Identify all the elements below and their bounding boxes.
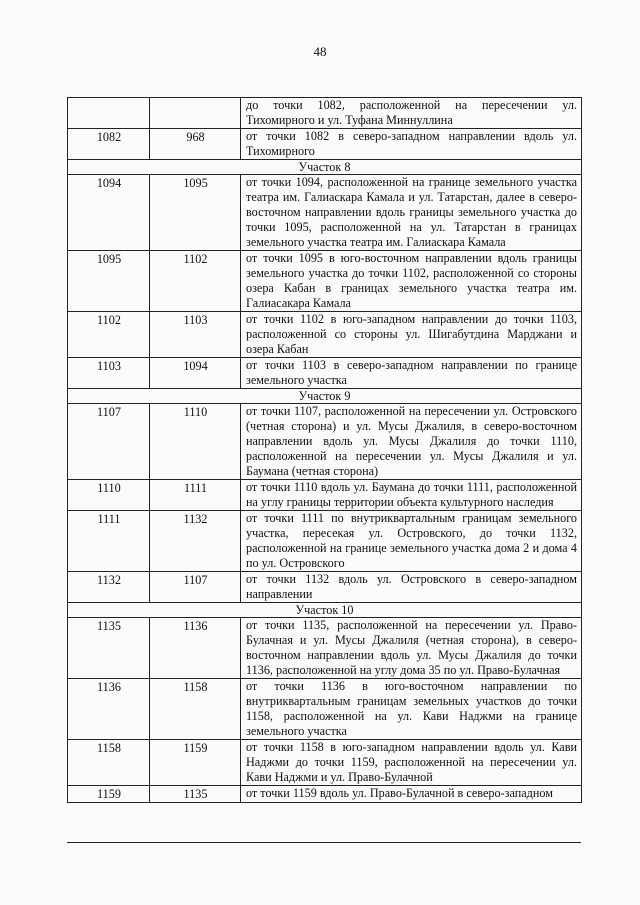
- from-point-cell: 1136: [68, 679, 150, 740]
- from-point-cell: 1110: [68, 480, 150, 511]
- description-cell: от точки 1136 в юго-восточном направлении по внутриквартальным границам земельных участков до точки 1158, расположенной на ул. Кави Наджми на границе земельного участка: [241, 679, 582, 740]
- to-point-cell: 1132: [150, 511, 241, 572]
- description-cell: от точки 1158 в юго-западном направлении вдоль ул. Кави Наджми до точки 1159, расположенной на пересечении ул. Кави Наджми и ул. Право-Булачной: [241, 740, 582, 786]
- section-row: [68, 603, 582, 618]
- to-point-cell: 968: [150, 129, 241, 160]
- boundary-table-body: [68, 98, 582, 803]
- to-point-cell: 1095: [150, 175, 241, 251]
- to-point-cell: 1159: [150, 740, 241, 786]
- to-point-cell: 1136: [150, 618, 241, 679]
- from-point-cell: 1132: [68, 572, 150, 603]
- page-bottom-rule: [67, 842, 581, 843]
- from-point-cell: 1135: [68, 618, 150, 679]
- description-cell: от точки 1107, расположенной на пересечении ул. Островского (четная сторона) и ул. Мусы Джалиля, в северо-восточном направлении вдоль ул. Мусы Джалиля до точки 1110, расположенной на пересечении ул. Мусы Джалиля и ул. Баумана (четная сторона): [241, 404, 582, 480]
- description-cell: от точки 1094, расположенной на границе земельного участка театра им. Галиаскара Камала и ул. Татарстан, далее в северо-восточном направлении вдоль границы земельного участка до точки 1095, расположенной на ул. Татарстан в границах земельного участка театра им. Галиаскара Камала: [241, 175, 582, 251]
- from-point-cell: 1102: [68, 312, 150, 358]
- to-point-cell: 1135: [150, 786, 241, 803]
- table-row: [68, 740, 582, 786]
- section-row: [68, 389, 582, 404]
- description-cell: от точки 1111 по внутриквартальным границам земельного участка, пересекая ул. Островского, до точки 1132, расположенной на границе земельного участка дома 2 и дома 4 по ул. Островского: [241, 511, 582, 572]
- description-cell: от точки 1082 в северо-западном направлении вдоль ул. Тихомирного: [241, 129, 582, 160]
- to-point-cell: 1103: [150, 312, 241, 358]
- table-row: [68, 572, 582, 603]
- table-row: [68, 480, 582, 511]
- from-point-cell: 1094: [68, 175, 150, 251]
- to-point-cell: 1111: [150, 480, 241, 511]
- description-cell: от точки 1102 в юго-западном направлении до точки 1103, расположенной со стороны ул. Шигабутдина Марджани и озера Кабан: [241, 312, 582, 358]
- description-cell: от точки 1095 в юго-восточном направлении вдоль границы земельного участка до точки 1102, расположенной со стороны озера Кабан в границах земельного участка театра им. Галиасакара Камала: [241, 251, 582, 312]
- to-point-cell: 1094: [150, 358, 241, 389]
- section-title: Участок 9: [68, 389, 582, 404]
- from-point-cell: 1082: [68, 129, 150, 160]
- table-row: [68, 129, 582, 160]
- to-point-cell: 1158: [150, 679, 241, 740]
- description-cell: от точки 1159 вдоль ул. Право-Булачной в северо-западном: [241, 786, 582, 803]
- from-point-cell: 1158: [68, 740, 150, 786]
- table-row: [68, 175, 582, 251]
- boundary-table: [67, 97, 582, 803]
- from-point-cell: 1103: [68, 358, 150, 389]
- table-row: [68, 312, 582, 358]
- from-point-cell: 1107: [68, 404, 150, 480]
- from-point-cell: 1095: [68, 251, 150, 312]
- table-row: [68, 98, 582, 129]
- description-cell: от точки 1132 вдоль ул. Островского в северо-западном направлении: [241, 572, 582, 603]
- description-cell: до точки 1082, расположенной на пересечении ул. Тихомирного и ул. Туфана Миннуллина: [241, 98, 582, 129]
- table-row: [68, 358, 582, 389]
- table-row: [68, 618, 582, 679]
- page-number: 48: [313, 44, 327, 59]
- table-row: [68, 786, 582, 803]
- description-cell: от точки 1135, расположенной на пересечении ул. Право-Булачная и ул. Мусы Джалиля (четная сторона), в северо-восточном направлении вдоль ул. Мусы Джалиля до точки 1136, расположенной на углу дома 35 по ул. Право-Булачная: [241, 618, 582, 679]
- to-point-cell: 1107: [150, 572, 241, 603]
- table-row: [68, 679, 582, 740]
- to-point-cell: [150, 98, 241, 129]
- table-row: [68, 251, 582, 312]
- description-cell: от точки 1110 вдоль ул. Баумана до точки 1111, расположенной на углу границы территории объекта культурного наследия: [241, 480, 582, 511]
- section-row: [68, 160, 582, 175]
- description-cell: от точки 1103 в северо-западном направлении по границе земельного участка: [241, 358, 582, 389]
- section-title: Участок 8: [68, 160, 582, 175]
- from-point-cell: 1111: [68, 511, 150, 572]
- from-point-cell: 1159: [68, 786, 150, 803]
- to-point-cell: 1110: [150, 404, 241, 480]
- section-title: Участок 10: [68, 603, 582, 618]
- table-row: [68, 511, 582, 572]
- from-point-cell: [68, 98, 150, 129]
- table-row: [68, 404, 582, 480]
- to-point-cell: 1102: [150, 251, 241, 312]
